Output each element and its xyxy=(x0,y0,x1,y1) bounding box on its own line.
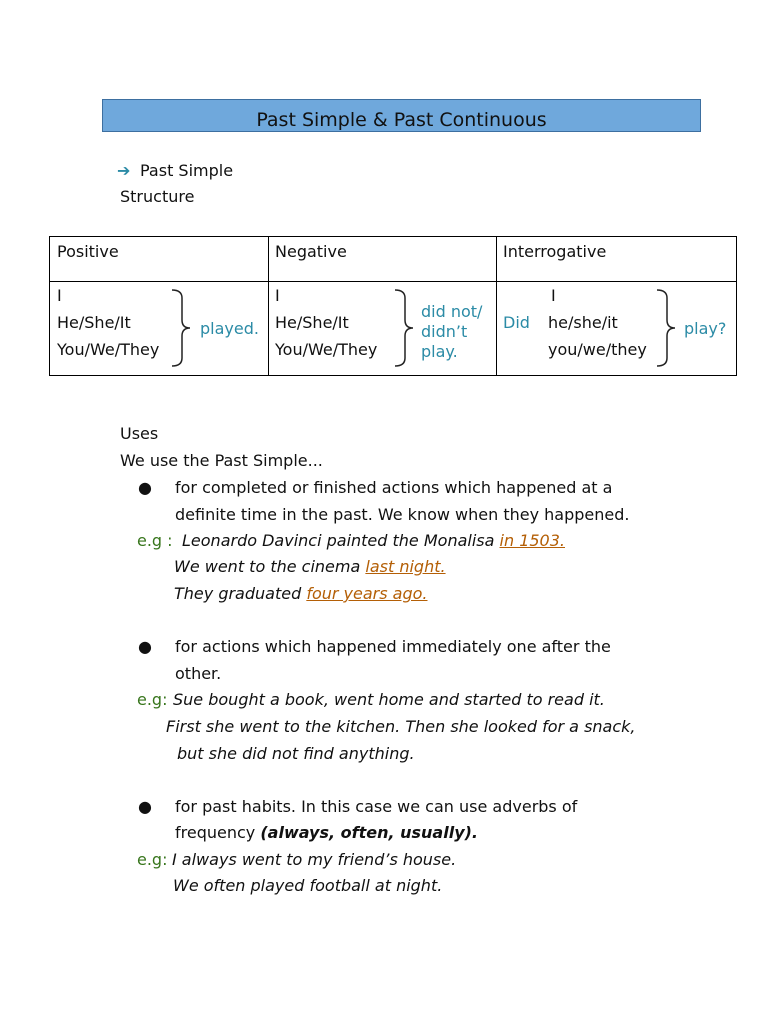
arrow-icon: ➔ xyxy=(117,161,131,180)
use-2-line2: other. xyxy=(175,664,222,683)
subject-he-she-it: He/She/It xyxy=(57,313,131,332)
subject-you-we-they-lower: you/we/they xyxy=(548,340,647,359)
bullet: ● xyxy=(138,797,152,816)
eg-label: e.g: xyxy=(137,690,168,709)
brace-icon xyxy=(655,288,685,368)
subject-he-she-it-lower: he/she/it xyxy=(548,313,618,332)
uses-intro: We use the Past Simple... xyxy=(120,451,323,470)
example-7: I always went to my friend’s house. xyxy=(172,850,457,869)
example-2: We went to the cinema last night. xyxy=(174,557,446,576)
subject-you-we-they: You/We/They xyxy=(57,340,160,359)
subject-he-she-it: He/She/It xyxy=(275,313,349,332)
use-3-line2: frequency (always, often, usually). xyxy=(175,823,479,842)
interrogative-aux: Did xyxy=(503,313,530,332)
bullet: ● xyxy=(138,637,152,656)
subject-i: I xyxy=(275,286,280,305)
interrogative-verb: play? xyxy=(684,319,727,338)
example-4: Sue bought a book, went home and started to read it. xyxy=(173,690,605,709)
subject-i-lower: I xyxy=(551,286,556,305)
example-5: First she went to the kitchen. Then she looked for a snack, xyxy=(166,717,636,736)
page-title: Past Simple & Past Continuous xyxy=(102,99,701,132)
example-8: We often played football at night. xyxy=(173,876,443,895)
example-6: but she did not find anything. xyxy=(177,744,415,763)
brace-icon xyxy=(393,288,423,368)
eg-label: e.g : xyxy=(137,531,173,550)
header-positive: Positive xyxy=(50,237,269,282)
interrogative-cell xyxy=(497,282,737,376)
example-2-highlight: last night. xyxy=(365,557,446,576)
negative-verb-line2: didn’t xyxy=(421,322,468,341)
positive-cell xyxy=(50,282,269,376)
use-1-line1: for completed or finished actions which happened at a xyxy=(175,478,613,497)
example-1-highlight: in 1503. xyxy=(499,531,565,550)
section-heading: Past Simple xyxy=(140,161,234,180)
brace-icon xyxy=(170,288,200,368)
bullet: ● xyxy=(138,478,152,497)
example-3: They graduated four years ago. xyxy=(174,584,428,603)
positive-verb: played. xyxy=(200,319,259,338)
uses-heading: Uses xyxy=(120,424,159,443)
header-interrogative: Interrogative xyxy=(497,237,737,282)
example-1: Leonardo Davinci painted the Monalisa in 1503. xyxy=(182,531,565,550)
structure-table xyxy=(49,236,737,376)
header-negative: Negative xyxy=(269,237,497,282)
adverbs-of-frequency: (always, often, usually). xyxy=(260,823,479,842)
structure-label: Structure xyxy=(120,187,195,206)
subject-you-we-they: You/We/They xyxy=(275,340,378,359)
negative-cell xyxy=(269,282,497,376)
negative-verb-line3: play. xyxy=(421,342,458,361)
negative-verb-line1: did not/ xyxy=(421,302,483,321)
use-3-line1: for past habits. In this case we can use adverbs of xyxy=(175,797,578,816)
example-3-highlight: four years ago. xyxy=(306,584,428,603)
eg-label: e.g: xyxy=(137,850,168,869)
subject-i: I xyxy=(57,286,62,305)
use-2-line1: for actions which happened immediately one after the xyxy=(175,637,611,656)
use-1-line2: definite time in the past. We know when they happened. xyxy=(175,505,630,524)
